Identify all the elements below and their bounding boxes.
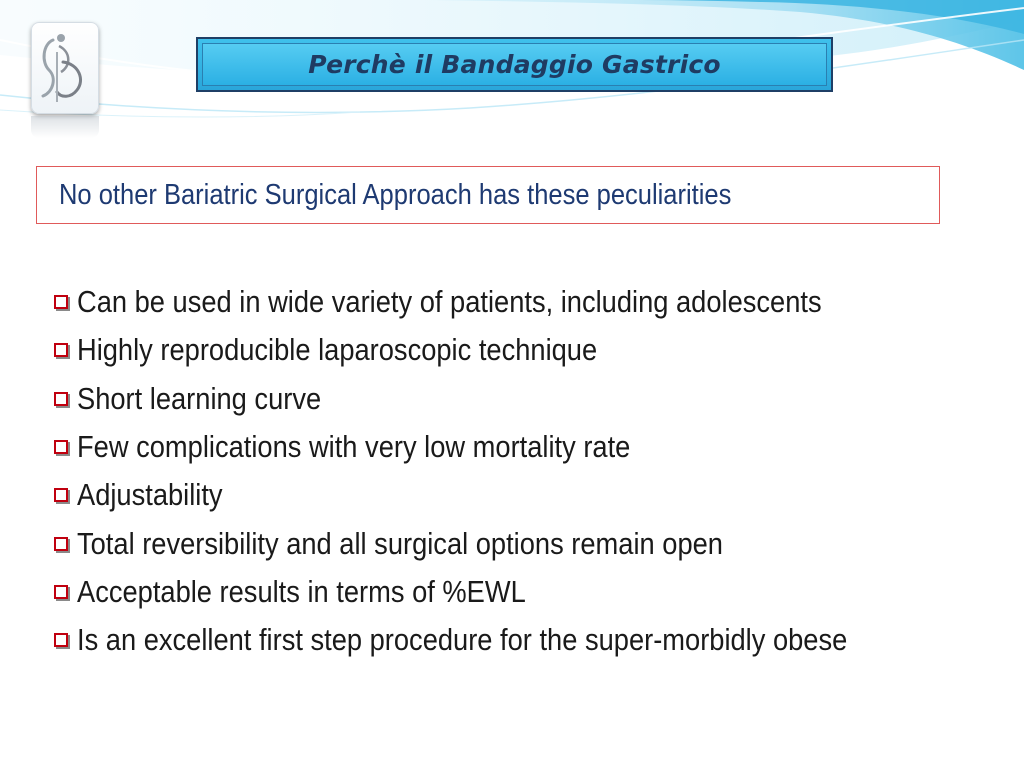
subtitle-text: No other Bariatric Surgical Approach has these peculiarities bbox=[59, 178, 732, 211]
bullet-text: Adjustability bbox=[77, 477, 223, 513]
bullet-text: Can be used in wide variety of patients, including adolescents bbox=[77, 284, 822, 320]
bullet-text: Acceptable results in terms of %EWL bbox=[77, 573, 526, 609]
checkbox-bullet-icon bbox=[54, 585, 68, 599]
bullet-item bbox=[50, 519, 1020, 567]
slide-title-banner bbox=[196, 37, 833, 92]
clinic-logo bbox=[31, 22, 99, 114]
bullet-item bbox=[50, 616, 1020, 664]
logo-reflection bbox=[31, 116, 99, 138]
bullet-item bbox=[50, 423, 1020, 471]
bullet-text: Highly reproducible laparoscopic technique bbox=[77, 332, 598, 368]
bullet-text: Is an excellent first step procedure for the super-morbidly obese bbox=[77, 622, 848, 658]
slide-title-inner bbox=[202, 43, 827, 86]
checkbox-bullet-icon bbox=[54, 440, 68, 454]
bullet-item bbox=[50, 471, 1020, 519]
slide-title: Perchè il Bandaggio Gastrico bbox=[308, 50, 721, 79]
bullet-text: Total reversibility and all surgical options remain open bbox=[77, 525, 723, 561]
checkbox-bullet-icon bbox=[54, 537, 68, 551]
checkbox-bullet-icon bbox=[54, 488, 68, 502]
bullet-item bbox=[50, 326, 1020, 374]
bullet-text: Short learning curve bbox=[77, 380, 322, 416]
checkbox-bullet-icon bbox=[54, 392, 68, 406]
bullet-item bbox=[50, 375, 1020, 423]
clinic-logo-icon bbox=[31, 22, 99, 114]
bullet-item bbox=[50, 568, 1020, 616]
checkbox-bullet-icon bbox=[54, 633, 68, 647]
bullet-text: Few complications with very low mortality rate bbox=[77, 429, 631, 465]
bullet-item bbox=[50, 278, 1020, 326]
bullet-list bbox=[50, 278, 1020, 664]
checkbox-bullet-icon bbox=[54, 295, 68, 309]
checkbox-bullet-icon bbox=[54, 343, 68, 357]
subtitle-box bbox=[36, 166, 940, 224]
